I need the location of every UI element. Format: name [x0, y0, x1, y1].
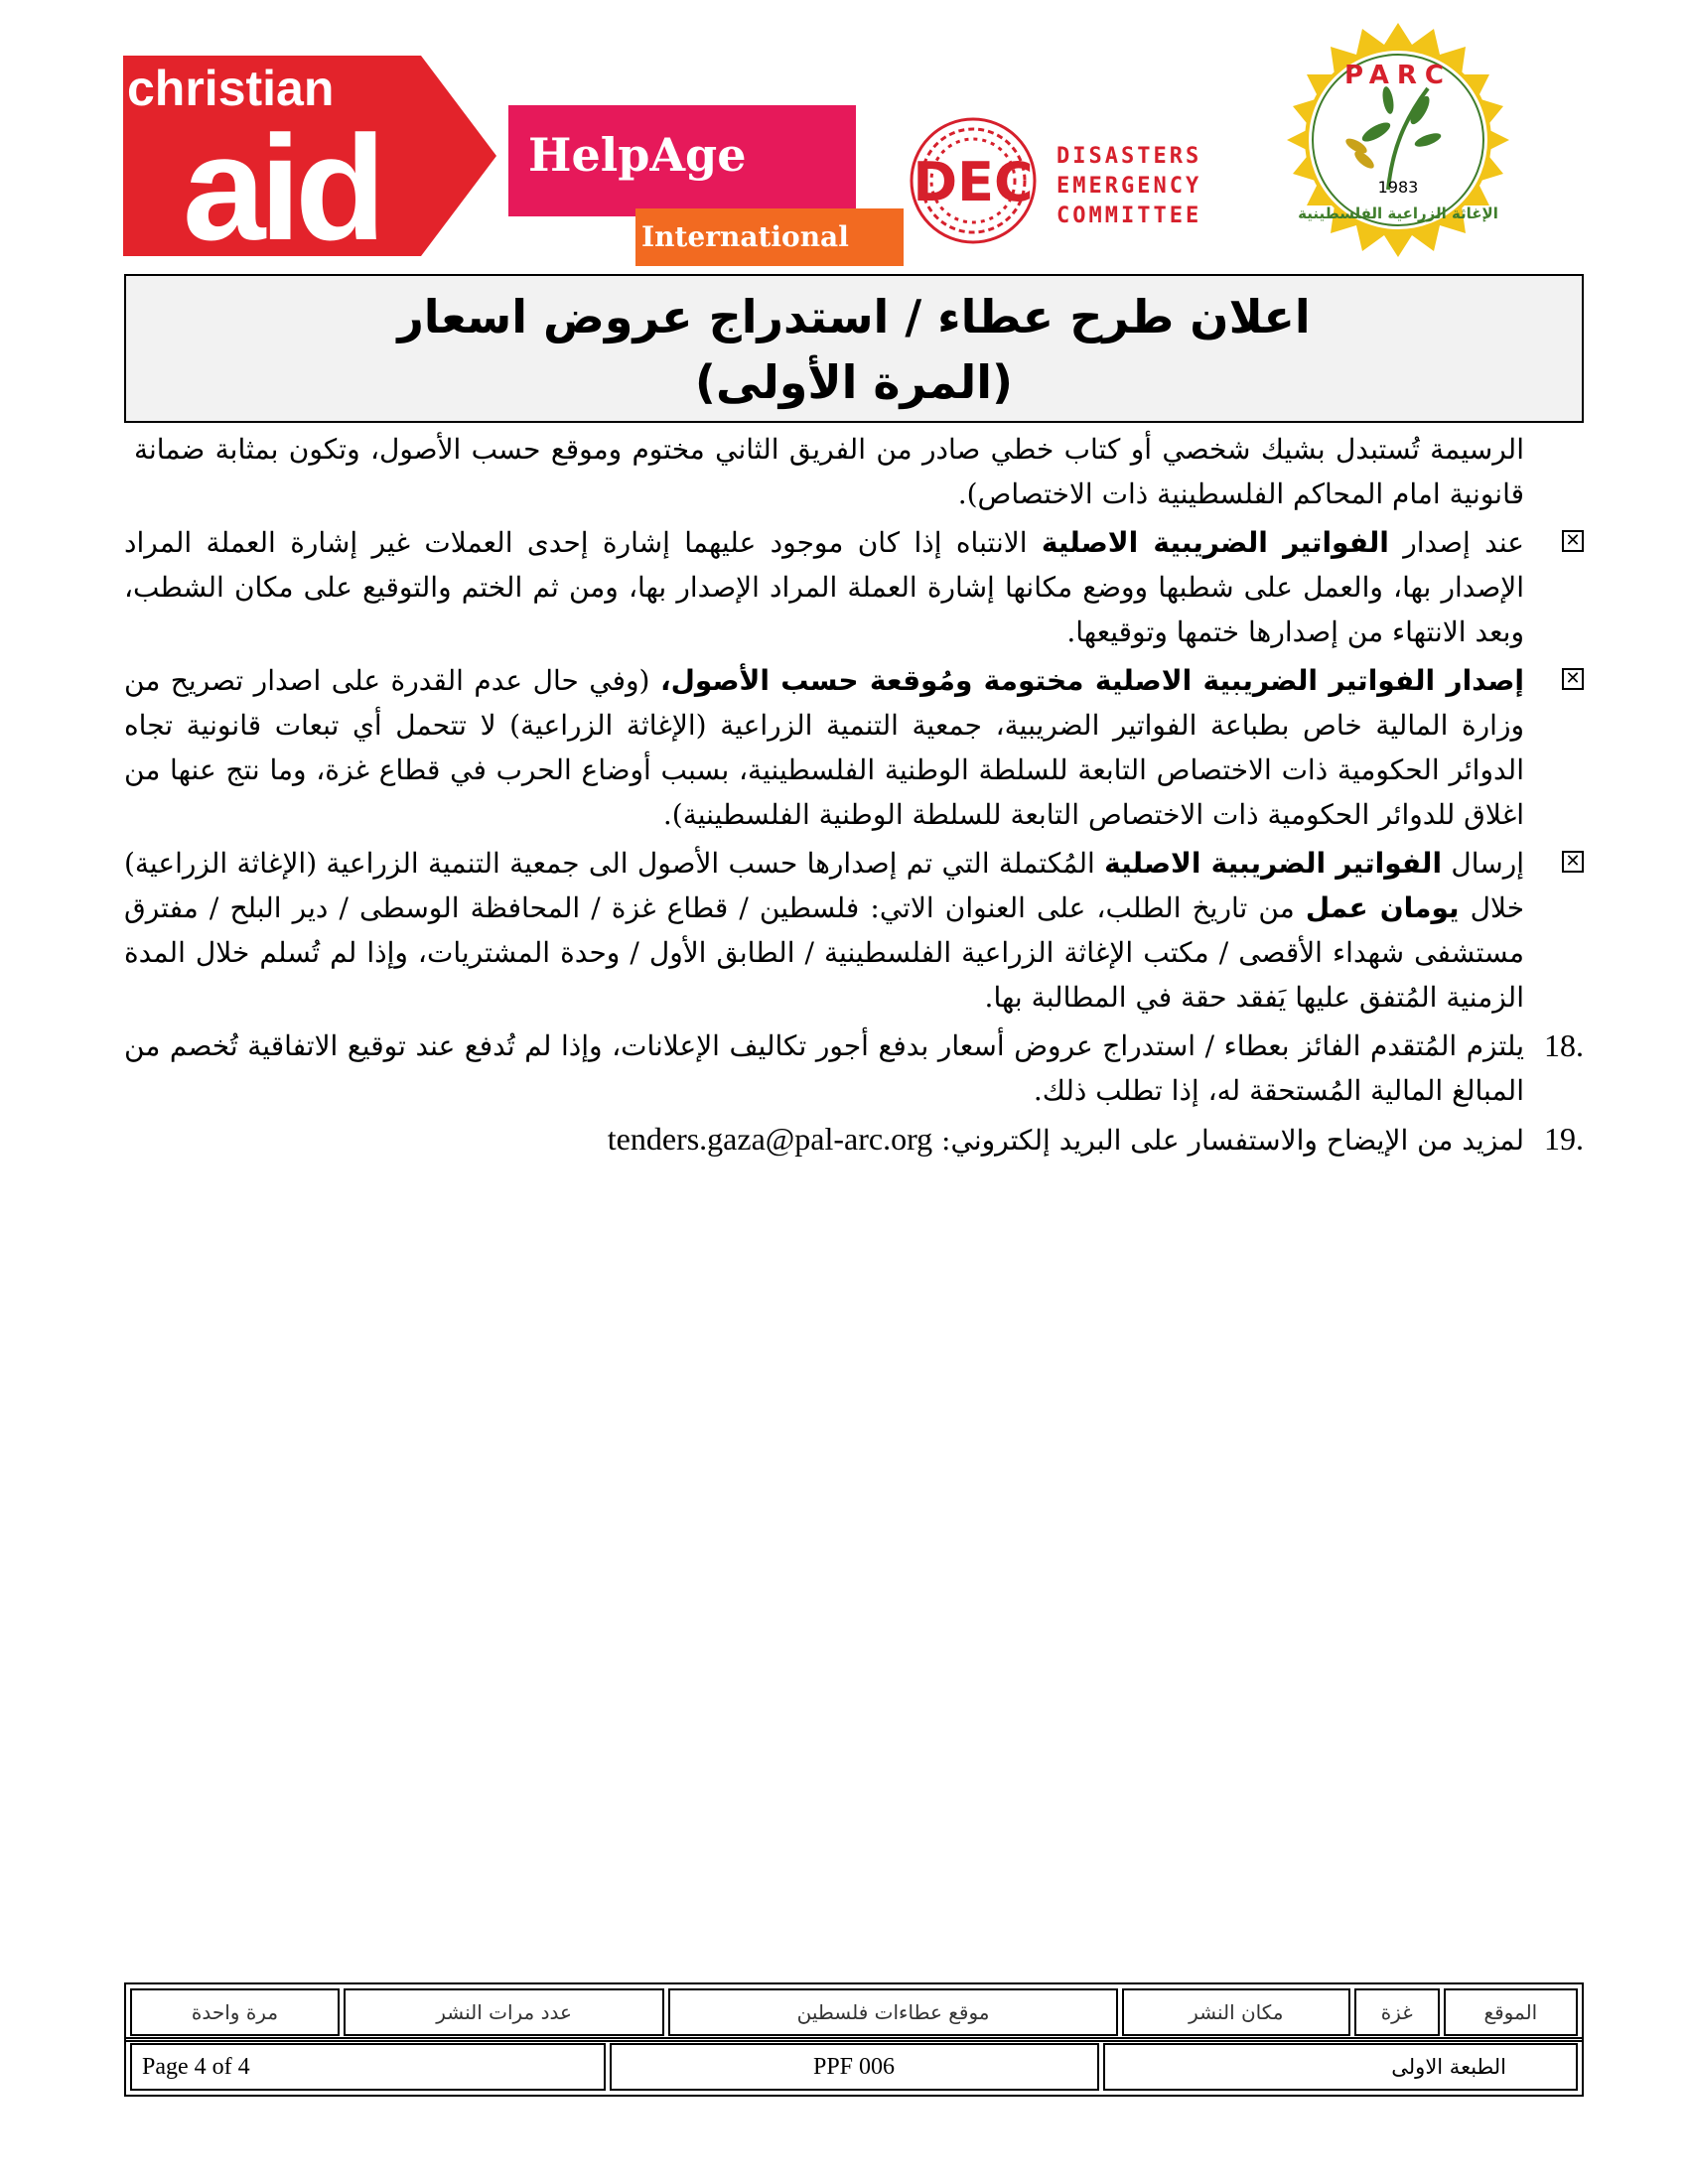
- item-number: 19.: [1544, 1121, 1584, 1157]
- checked-box-icon: ✕: [1562, 530, 1584, 552]
- svg-text:DEC: DEC: [913, 151, 1034, 213]
- page-number: Page 4 of 4: [130, 2043, 606, 2091]
- numbered-item: 19. لمزيد من الإيضاح والاستفسار على البريد إلكتروني: tenders.gaza@pal-arc.org: [124, 1117, 1584, 1162]
- svg-text:COMMITTEE: COMMITTEE: [1056, 204, 1202, 228]
- checkbox-item: ✕ إصدار الفواتير الضريبية الاصلية مختومة ومُوقعة حسب الأصول، (وفي حال عدم القدرة على اصدار تصريح من وزارة المالية خاص بطباعة الفواتير الضريبية، جمعية التنمية الزراعية (الإغاثة الزراعية) لا تتحمل أي تبعات قانونية تجاه الدوائر الحكومية ذات الاختصاص التابعة للسلطة الوطنية الفلسطينية، بسبب أوضاع الحرب في قطاع غزة، وما نتج عنها من اغلاق للدوائر الحكومية ذات الاختصاص التابعة للسلطة الوطنية الفلسطينية).: [124, 658, 1584, 837]
- document-body: [124, 427, 1584, 1162]
- footer-cell: الموقع: [1444, 1988, 1578, 2036]
- footer-cell: عدد مرات النشر: [344, 1988, 664, 2036]
- christian-aid-logo: [123, 56, 496, 256]
- checked-box-icon: ✕: [1562, 668, 1584, 690]
- footer-info-table: [124, 1982, 1584, 2042]
- checkbox-item: ✕ إرسال الفواتير الضريبية الاصلية المُكتملة التي تم إصدارها حسب الأصول الى جمعية التنمية الزراعية (الإغاثة الزراعية) خلال يومان عمل من تاريخ الطلب، على العنوان الاتي: فلسطين / قطاع غزة / المحافظة الوسطى / دير البلح / مفترق مستشفى شهداء الأقصى / مكتب الإغاثة الزراعية الفلسطينية / الطابق الأول / وحدة المشتريات، وإذا لم تُسلم خلال المدة الزمنية المُتفق عليها يَفقد حقة في المطالبة بها.: [124, 841, 1584, 1020]
- svg-text:PARC: PARC: [1344, 61, 1452, 90]
- checkbox-item: ✕ عند إصدار الفواتير الضريبية الاصلية الانتباه إذا كان موجود عليهما إشارة إحدى العملات غير إشارة العملة المراد الإصدار بها، والعمل على شطبها ووضع مكانها إشارة العملة المراد الإصدار بها، ومن ثم الختم والتوقيع على مكان الشطب، وبعد الانتهاء من إصدارها ختمها وتوقيعها.: [124, 520, 1584, 654]
- parc-logo: [1229, 22, 1567, 258]
- svg-text:DISASTERS: DISASTERS: [1056, 144, 1202, 169]
- svg-text:الإغاثة الزراعية الفلسطينية: الإغاثة الزراعية الفلسطينية: [1298, 205, 1498, 222]
- checked-box-icon: ✕: [1562, 851, 1584, 873]
- footer-page-table: [124, 2037, 1584, 2097]
- contact-email: tenders.gaza@pal-arc.org: [607, 1121, 933, 1157]
- dec-logo: [906, 113, 1233, 252]
- announcement-subtitle: (المرة الأولى): [694, 355, 1014, 409]
- svg-text:christian: christian: [127, 61, 335, 116]
- svg-text:aid: aid: [183, 104, 380, 256]
- document-code: PPF 006: [610, 2043, 1099, 2091]
- item-number: 18.: [1544, 1027, 1584, 1063]
- footer-cell: مرة واحدة: [130, 1988, 340, 2036]
- footer-cell: غزة: [1354, 1988, 1440, 2036]
- edition-label: الطبعة الاولى: [1103, 2043, 1579, 2091]
- title-box: [124, 274, 1584, 423]
- helpage-logo: [508, 105, 904, 266]
- svg-text:HelpAge: HelpAge: [528, 128, 747, 182]
- footer-cell: موقع عطاءات فلسطين: [668, 1988, 1118, 2036]
- continuation-paragraph: الرسيمة تُستبدل بشيك شخصي أو كتاب خطي صادر من الفريق الثاني مختوم وموقع حسب الأصول، وتكون بمثابة ضمانة قانونية امام المحاكم الفلسطينية ذات الاختصاص).: [134, 433, 1524, 510]
- footer-cell: مكان النشر: [1122, 1988, 1350, 2036]
- svg-text:EMERGENCY: EMERGENCY: [1056, 174, 1202, 199]
- announcement-title: اعلان طرح عطاء / استدراج عروض اسعار: [397, 290, 1311, 343]
- svg-text:International: International: [641, 220, 849, 253]
- svg-text:1983: 1983: [1377, 178, 1419, 197]
- numbered-item: 18. يلتزم المُتقدم الفائز بعطاء / استدراج عروض أسعار بدفع أجور تكاليف الإعلانات، وإذا لم تُدفع عند توقيع الاتفاقية تُخصم من المبالغ المالية المُستحقة له، إذا تطلب ذلك.: [124, 1024, 1584, 1113]
